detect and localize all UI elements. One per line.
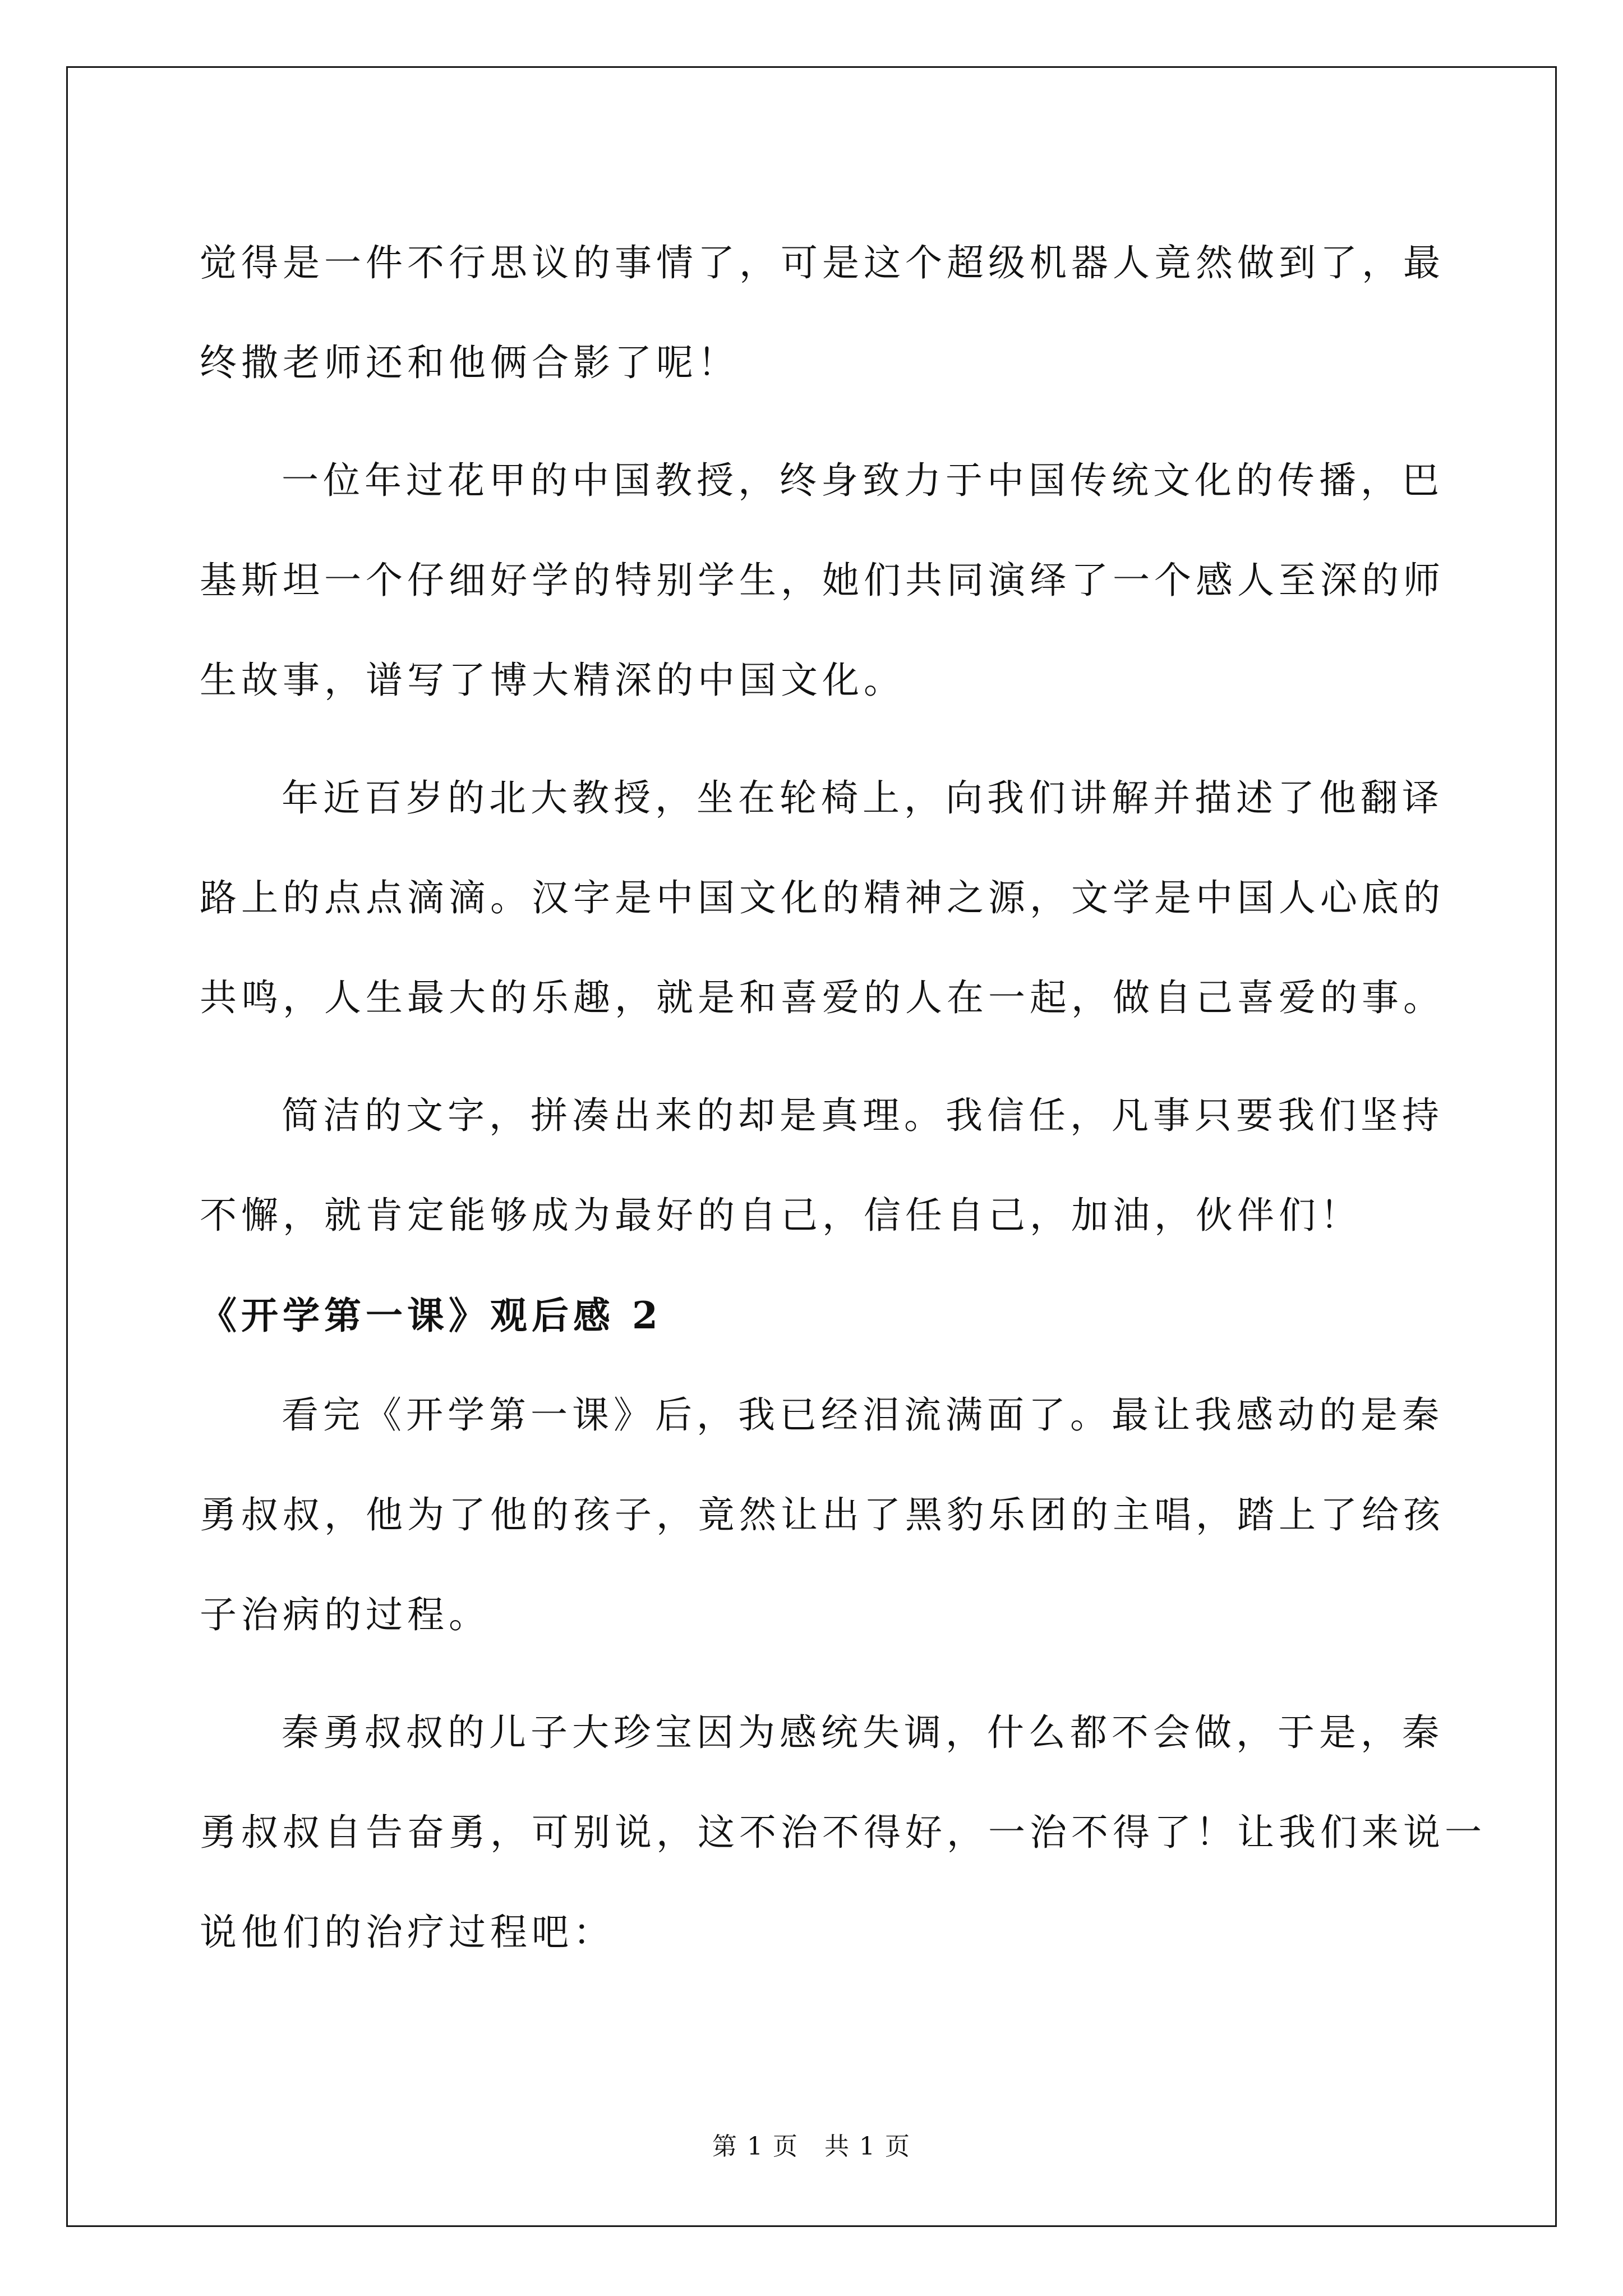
paragraph-line: 简洁的文字，拼凑出来的却是真理。我信任，凡事只要我们坚持 [282, 1094, 1444, 1137]
paragraph-4 [200, 1066, 1444, 1266]
paragraph-line: 共鸣，人生最大的乐趣，就是和喜爱的人在一起，做自己喜爱的事。 [200, 976, 1445, 1019]
paragraph-line: 觉得是一件不行思议的事情了，可是这个超级机器人竟然做到了，最 [200, 241, 1445, 284]
paragraph-2 [200, 431, 1445, 730]
paragraph-6 [200, 1683, 1486, 1982]
paragraph-line: 终撒老师还和他俩合影了呢！ [200, 341, 739, 384]
document-body [200, 213, 1486, 1982]
paragraph-line: 子治病的过程。 [200, 1593, 490, 1636]
paragraph-line: 不懈，就肯定能够成为最好的自己，信任自己，加油，伙伴们！ [200, 1194, 1362, 1237]
paragraph-1 [200, 213, 1445, 413]
paragraph-line: 路上的点点滴滴。汉字是中国文化的精神之源，文学是中国人心底的 [200, 876, 1445, 919]
paragraph-line: 生故事，谱写了博大精深的中国文化。 [200, 659, 905, 702]
paragraph-3 [200, 748, 1445, 1048]
paragraph-line: 年近百岁的北大教授，坐在轮椅上，向我们讲解并描述了他翻译 [282, 776, 1444, 820]
paragraph-line: 秦勇叔叔的儿子大珍宝因为感统失调，什么都不会做，于是，秦 [282, 1711, 1444, 1754]
section-heading: 《开学第一课》观后感 2 [200, 1294, 662, 1337]
paragraph-line: 基斯坦一个仔细好学的特别学生，她们共同演绎了一个感人至深的师 [200, 559, 1445, 602]
page-number: 第 1 页 共 1 页 [712, 2132, 911, 2161]
paragraph-line: 说他们的治疗过程吧： [200, 1911, 615, 1954]
paragraph-line: 一位年过花甲的中国教授，终身致力于中国传统文化的传播，巴 [282, 459, 1444, 502]
paragraph-line: 勇叔叔，他为了他的孩子，竟然让出了黑豹乐团的主唱，踏上了给孩 [200, 1493, 1445, 1536]
paragraph-line: 勇叔叔自告奋勇，可别说，这不治不得好，一治不得了！让我们来说一 [200, 1811, 1486, 1854]
paragraph-5 [200, 1365, 1445, 1665]
paragraph-line: 看完《开学第一课》后，我已经泪流满面了。最让我感动的是秦 [282, 1393, 1444, 1437]
